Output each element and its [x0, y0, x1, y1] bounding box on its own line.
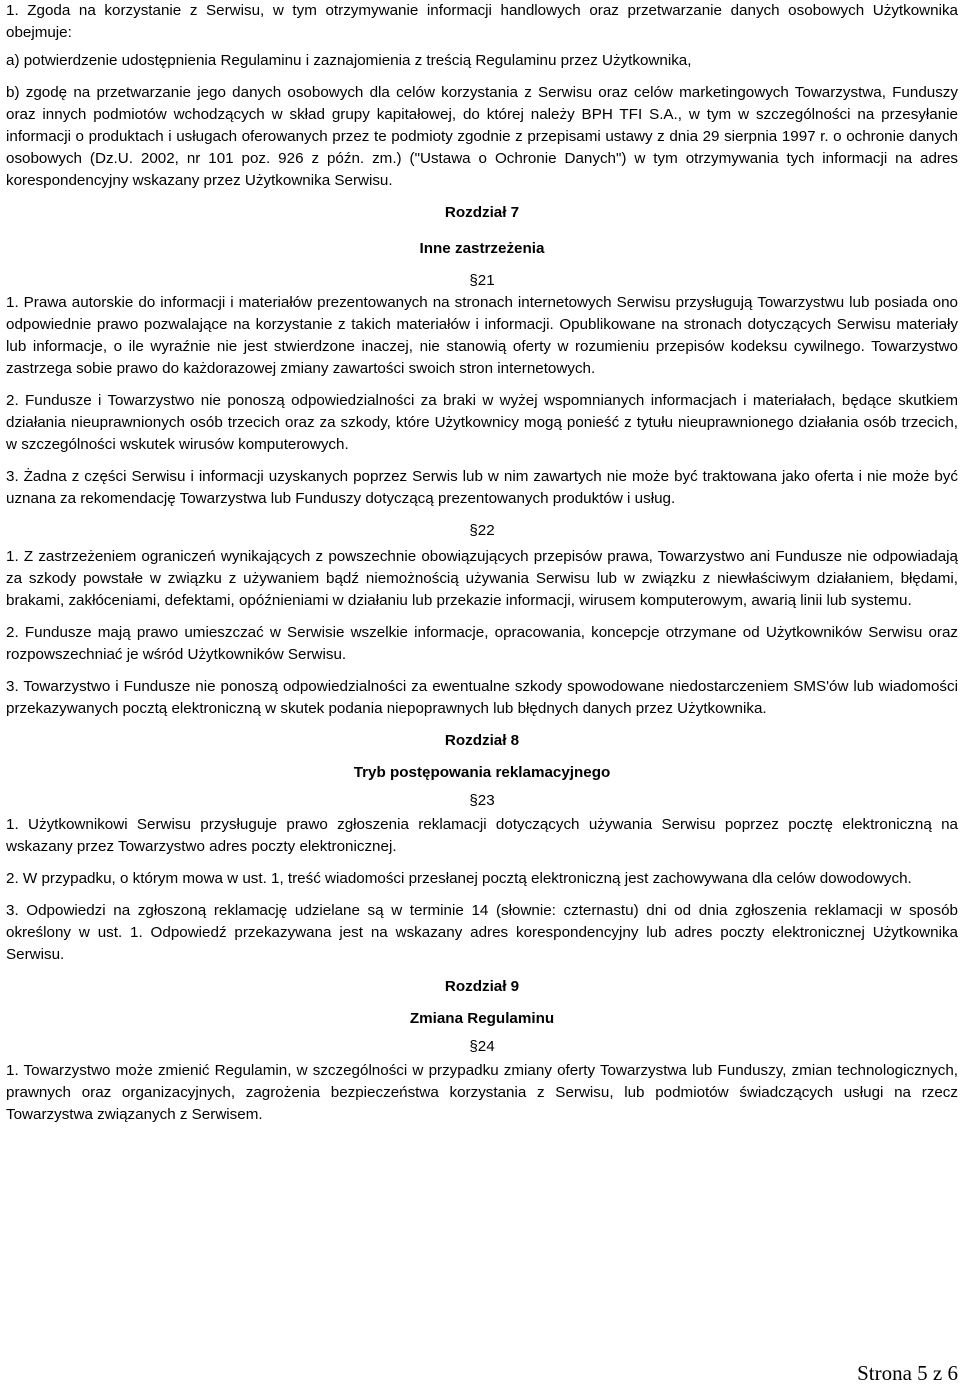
- section-21-paragraph-3: 3. Żadna z części Serwisu i informacji uzyskanych poprzez Serwis lub w nim zawartych nie może być traktowana jako oferta i nie może być uznana za rekomendację Towarzystwa lub Funduszy dotyczącą prezentowanych produktów i usług.: [6, 468, 958, 507]
- section-23-sign: §23: [469, 792, 495, 809]
- section-22-paragraph-1: 1. Z zastrzeżeniem ograniczeń wynikających z powszechnie obowiązujących przepisów prawa, Towarzystwo ani Fundusze nie odpowiadają za szkody powstałe w związku z używaniem bądź niemożnością używania Serwisu lub w związku z niewłaściwym działaniem, błędami, brakami, zakłóceniami, defektami, opóźnieniami w działaniu lub przekazie informacji, wirusem komputerowym, awarią linii lub systemu.: [6, 548, 958, 609]
- section-22-paragraph-2: 2. Fundusze mają prawo umieszczać w Serwisie wszelkie informacje, opracowania, koncepcje otrzymane od Użytkowników Serwisu oraz rozpowszechniać je wśród Użytkowników Serwisu.: [6, 624, 958, 663]
- section-21-paragraph-2: 2. Fundusze i Towarzystwo nie ponoszą odpowiedzialności za braki w wyżej wspomnianych informacjach i materiałach, będące skutkiem działania nieuprawnionych osób trzecich oraz za szkody, które Użytkownicy mogą ponieść z tytułu nieuprawnionego działania osób trzecich, w szczególności wskutek wirusów komputerowych.: [6, 392, 958, 453]
- chapter-9-title: Zmiana Regulaminu: [409, 1010, 555, 1027]
- section-21-sign: §21: [469, 272, 495, 289]
- section-23-paragraph-2: 2. W przypadku, o którym mowa w ust. 1, treść wiadomości przesłanej pocztą elektroniczną jest zachowywana dla celów dowodowych.: [6, 870, 912, 887]
- section-24-paragraph-1: 1. Towarzystwo może zmienić Regulamin, w szczególności w przypadku zmiany oferty Towarzystwa lub Funduszy, zmian technologicznych, prawnych oraz organizacyjnych, zagrożenia bezpieczeństwa korzystania z Serwisu, lub podmiotów świadczących usługi na rzecz Towarzystwa związanych z Serwisem.: [6, 1062, 958, 1123]
- section-23-paragraph-1: 1. Użytkownikowi Serwisu przysługuje prawo zgłoszenia reklamacji dotyczących używania Serwisu poprzez pocztę elektroniczną na wskazany przez Towarzystwo adres poczty elektronicznej.: [6, 816, 958, 855]
- page-number: Strona 5 z 6: [857, 1361, 958, 1385]
- chapter-8-title: Tryb postępowania reklamacyjnego: [353, 764, 611, 781]
- paragraph-consent-a: a) potwierdzenie udostępnienia Regulaminu i zaznajomienia z treścią Regulaminu przez Użytkownika,: [6, 52, 692, 69]
- chapter-7-title: Inne zastrzeżenia: [419, 240, 545, 257]
- document-body: [6, 0, 958, 1136]
- paragraph-consent-intro: 1. Zgoda na korzystanie z Serwisu, w tym otrzymywanie informacji handlowych oraz przetwarzanie danych osobowych Użytkownika obejmuje:: [6, 2, 958, 41]
- section-22-paragraph-3: 3. Towarzystwo i Fundusze nie ponoszą odpowiedzialności za ewentualne szkody spowodowane niedostarczeniem SMS'ów lub wiadomości przekazywanych pocztą elektroniczną w skutek podania niepoprawnych lub błędnych danych przez Użytkownika.: [6, 678, 958, 717]
- section-21-paragraph-1: 1. Prawa autorskie do informacji i materiałów prezentowanych na stronach internetowych Serwisu przysługują Towarzystwu lub posiada ono odpowiednie prawo pozwalające na korzystanie z takich materiałów i informacji. Opublikowane na stronach dotyczących Serwisu materiały lub informacje, o ile wyraźnie nie jest stwierdzone inaczej, nie stanowią oferty w rozumieniu przepisów kodeksu cywilnego. Towarzystwo zastrzega sobie prawo do każdorazowej zmiany zawartości swoich stron internetowych.: [6, 294, 958, 377]
- section-22-sign: §22: [469, 522, 495, 539]
- chapter-9-heading: Rozdział 9: [444, 978, 520, 995]
- section-23-paragraph-3: 3. Odpowiedzi na zgłoszoną reklamację udzielane są w terminie 14 (słownie: czternastu) dni od dnia zgłoszenia reklamacji w sposób określony w ust. 1. Odpowiedź przekazywana jest na wskazany adres korespondencyjny lub adres poczty elektronicznej Użytkownika Serwisu.: [6, 902, 958, 963]
- paragraph-consent-b: b) zgodę na przetwarzanie jego danych osobowych dla celów korzystania z Serwisu oraz celów marketingowych Towarzystwa, Funduszy oraz innych podmiotów wchodzących w skład grupy kapitałowej, do której należy BPH TFI S.A., w tym w szczególności na przesyłanie informacji o produktach i usługach oferowanych przez te podmioty zgodnie z przepisami ustawy z dnia 29 sierpnia 1997 r. o ochronie danych osobowych (Dz.U. 2002, nr 101 poz. 926 z późn. zm.) ("Ustawa o Ochronie Danych") w tym otrzymywania tych informacji na adres korespondencyjny wskazany przez Użytkownika Serwisu.: [6, 84, 958, 189]
- section-24-sign: §24: [469, 1038, 495, 1055]
- chapter-8-heading: Rozdział 8: [444, 732, 520, 749]
- chapter-7-heading: Rozdział 7: [444, 204, 520, 221]
